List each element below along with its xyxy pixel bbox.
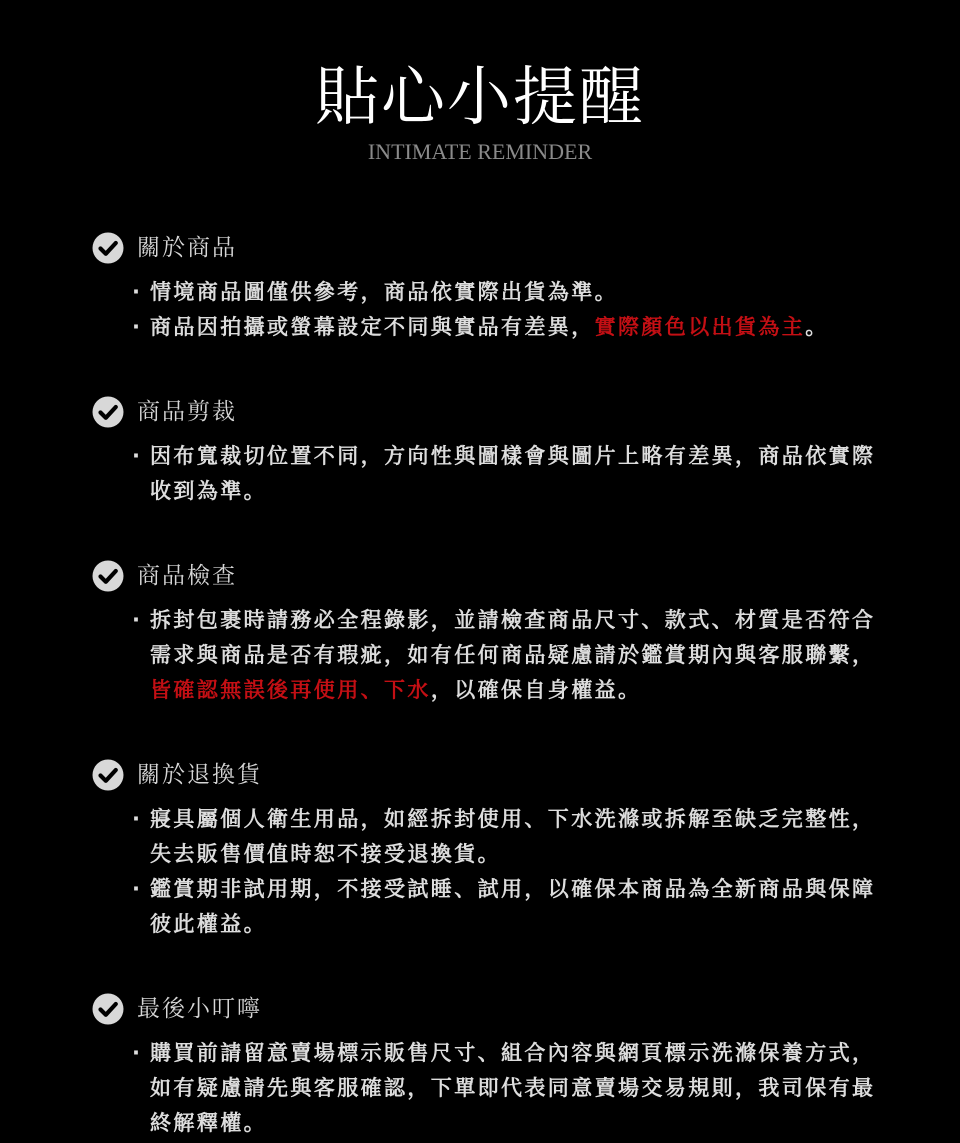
section-title: 商品檢查 [137,563,237,589]
item-text: 鑑賞期非試用期，不接受試睡、試用，以確保本商品為全新商品與保障彼此權益。 [150,877,876,936]
section [92,228,882,345]
item-text-suffix: 。 [805,315,829,339]
item-highlight-text: 皆確認無誤後再使用、下水 [150,678,431,702]
list-item [92,1036,882,1141]
item-highlight-text: 實際顏色以出貨為主 [594,315,806,339]
item-list [92,275,882,345]
item-list [92,439,882,509]
page-title: 貼心小提醒 [315,61,645,135]
section-header [92,228,882,268]
section-title: 關於商品 [137,235,237,261]
section-header [92,755,882,795]
item-text: 寢具屬個人衛生用品，如經拆封使用、下水洗滌或拆解至缺乏完整性，失去販售價值時恕不接受退換貨。 [150,807,876,866]
bullet-icon: · [132,608,143,632]
list-item [92,603,882,708]
list-item [92,872,882,942]
item-text: 商品因拍攝或螢幕設定不同與實品有差異， [150,315,595,339]
section-header [92,989,882,1029]
check-circle-icon [92,993,124,1025]
item-list [92,603,882,708]
section [92,556,882,708]
list-item [92,310,882,345]
page-subtitle: INTIMATE REMINDER [367,139,593,164]
bullet-icon: · [132,807,143,831]
list-item [92,439,882,509]
item-text-suffix: ，以確保自身權益。 [430,678,642,702]
bullet-icon: · [132,1041,143,1065]
list-item [92,275,882,310]
reminder-sections [92,228,882,1141]
section-header [92,392,882,432]
section [92,392,882,509]
check-circle-icon [92,560,124,592]
item-text: 因布寬裁切位置不同，方向性與圖樣會與圖片上略有差異，商品依實際收到為準。 [150,444,876,503]
check-circle-icon [92,232,124,264]
section-title: 關於退換貨 [137,762,262,788]
bullet-icon: · [132,877,143,901]
section-title: 最後小叮嚀 [137,996,262,1022]
bullet-icon: · [132,315,143,339]
item-text: 情境商品圖僅供參考，商品依實際出貨為準。 [150,280,618,304]
header [0,60,960,166]
item-text: 拆封包裹時請務必全程錄影，並請檢查商品尺寸、款式、材質是否符合需求與商品是否有瑕疵，如有任何商品疑慮請於鑑賞期內與客服聯繫， [150,608,876,667]
bullet-icon: · [132,444,143,468]
section [92,989,882,1141]
item-list [92,802,882,942]
check-circle-icon [92,759,124,791]
item-text: 購買前請留意賣場標示販售尺寸、組合內容與網頁標示洗滌保養方式，如有疑慮請先與客服確認，下單即代表同意賣場交易規則，我司保有最終解釋權。 [150,1041,876,1135]
bullet-icon: · [132,280,143,304]
section-title: 商品剪裁 [137,399,237,425]
check-circle-icon [92,396,124,428]
item-list [92,1036,882,1141]
list-item [92,802,882,872]
section-header [92,556,882,596]
section [92,755,882,942]
